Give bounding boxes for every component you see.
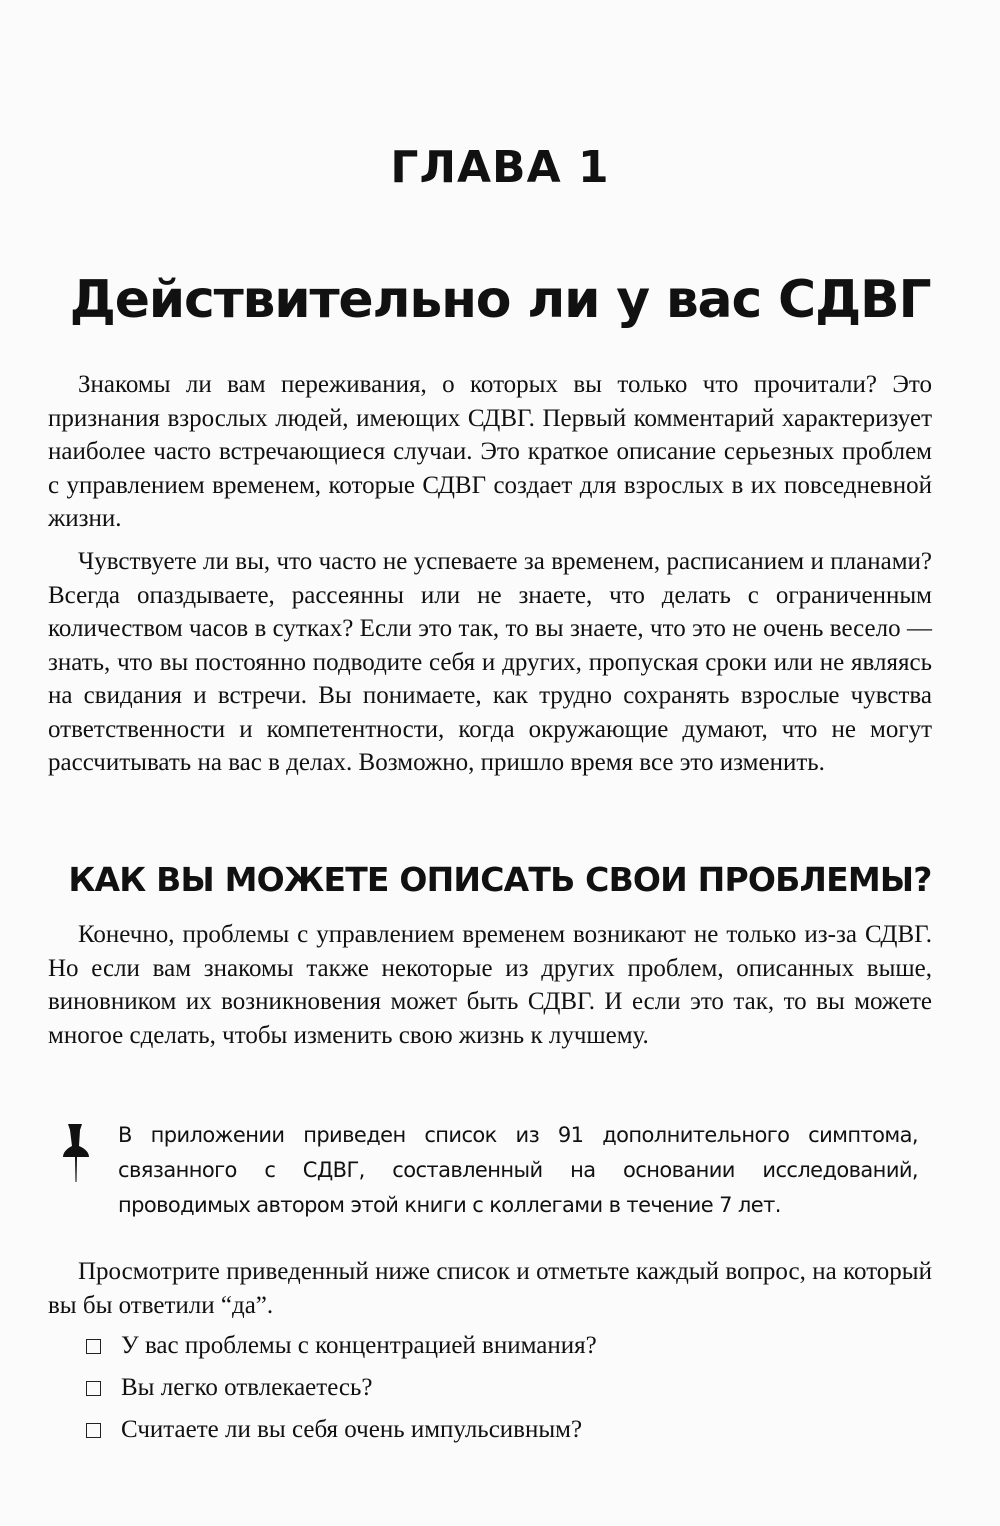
intro-paragraph-2 [48, 545, 932, 780]
checkbox[interactable] [86, 1339, 101, 1354]
checklist-intro [48, 1255, 932, 1322]
checklist [86, 1325, 946, 1451]
checklist-item[interactable] [86, 1325, 946, 1367]
checkbox[interactable] [86, 1423, 101, 1438]
note-text: В приложении приведен список из 91 дополнительного симптома, связанного с СДВГ, составленный на основании исследований, проводимых автором этой книги с коллегами в течение 7 лет. [118, 1123, 918, 1217]
section-paragraph [48, 918, 932, 1052]
checklist-item[interactable] [86, 1367, 946, 1409]
chapter-label: ГЛАВА 1 [390, 142, 610, 193]
checklist-item-label: Вы легко отвлекаетесь? [121, 1374, 373, 1401]
section-paragraph-text: Конечно, проблемы с управлением временем возникают не только из-за СДВГ. Но если вам знакомы также некоторые из других проблем, описанных выше, виновником их возникновения может быть СДВГ. И если это так, то вы можете многое сделать, чтобы изменить свою жизнь к лучшему. [48, 921, 932, 1049]
checklist-item-label: Считаете ли вы себя очень импульсивным? [121, 1416, 583, 1443]
chapter-title: Действительно ли у вас СДВГ [69, 270, 931, 330]
intro-paragraph-1 [48, 368, 932, 536]
checkbox[interactable] [86, 1381, 101, 1396]
intro-paragraph-1-text: Знакомы ли вам переживания, о которых вы только что прочитали? Это признания взрослых людей, имеющих СДВГ. Первый комментарий характеризует наиболее часто встречающиеся случаи. Это краткое описание серьезных проблем с управлением временем, которые СДВГ создает для взрослых в их повседневной жизни. [48, 371, 932, 532]
pushpin-icon [56, 1122, 96, 1189]
intro-paragraph-2-text: Чувствуете ли вы, что часто не успеваете за временем, расписанием и планами? Всегда опаздываете, рассеянны или не знаете, что делать с ограниченным количеством часов в сутках? Если это так, то вы знаете, что это не очень весело — знать, что вы постоянно подводите себя и других, пропуская сроки или не являясь на свидания и встречи. Вы понимаете, как трудно сохранять взрослые чувства ответственности и компетентности, когда окружающие думают, что не могут рассчитывать на вас в делах. Возможно, пришло время все это изменить. [48, 548, 932, 776]
checklist-intro-text: Просмотрите приведенный ниже список и отметьте каждый вопрос, на который вы бы ответили “да”. [48, 1258, 932, 1319]
checklist-item[interactable] [86, 1409, 946, 1451]
section-heading: КАК ВЫ МОЖЕТЕ ОПИСАТЬ СВОИ ПРОБЛЕМЫ? [68, 860, 932, 899]
checklist-item-label: У вас проблемы с концентрацией внимания? [121, 1332, 597, 1359]
